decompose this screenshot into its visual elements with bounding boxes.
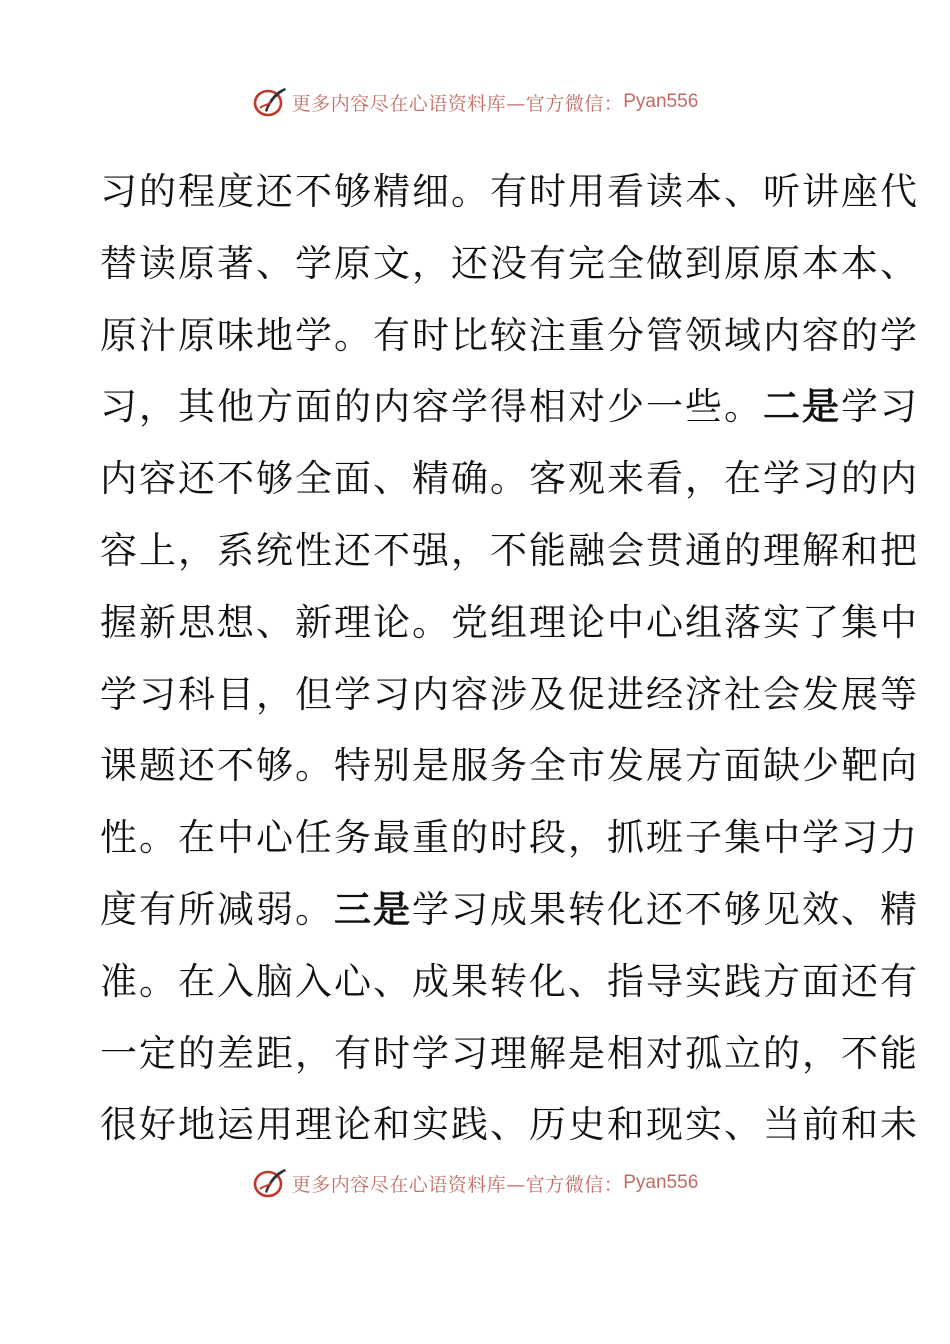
header-banner-text: 更多内容尽在心语资料库—官方微信： bbox=[291, 92, 624, 115]
text-line: 很好地运用理论和实践、历史和现实、当前和未 bbox=[100, 1103, 919, 1147]
text-line: 一定的差距，有时学习理解是相对孤立的，不能 bbox=[100, 1031, 919, 1075]
text-line bbox=[100, 874, 919, 946]
text-run: 学习成果转化还不够见效、精 bbox=[412, 887, 919, 931]
bold-marker: 三是 bbox=[334, 887, 412, 931]
text-run: 学习 bbox=[841, 385, 919, 429]
footer-banner-id: Pyan556 bbox=[623, 1172, 699, 1193]
text-line: 替读原著、学原文，还没有完全做到原原本本、 bbox=[100, 241, 919, 285]
text-line: 习的程度还不够精细。有时用看读本、听讲座代 bbox=[100, 170, 919, 213]
text-line: 性。在中心任务最重的时段，抓班子集中学习力 bbox=[100, 816, 919, 860]
header-banner-id: Pyan556 bbox=[623, 91, 699, 112]
text-line: 容上，系统性还不强，不能融会贯通的理解和把 bbox=[100, 528, 919, 572]
text-line: 准。在入脑入心、成果转化、指导实践方面还有 bbox=[100, 959, 919, 1003]
text-line: 握新思想、新理论。党组理论中心组落实了集中 bbox=[100, 600, 919, 644]
quill-pen-logo-icon bbox=[252, 84, 288, 120]
text-line: 课题还不够。特别是服务全市发展方面缺少靶向 bbox=[100, 744, 919, 788]
text-run: 度有所减弱。 bbox=[100, 887, 334, 931]
header-banner bbox=[0, 82, 950, 122]
quill-pen-logo-icon bbox=[252, 1165, 288, 1201]
text-line bbox=[100, 371, 919, 443]
footer-banner bbox=[0, 1163, 950, 1203]
text-line: 内容还不够全面、精确。客观来看，在学习的内 bbox=[100, 457, 919, 501]
text-line: 原汁原味地学。有时比较注重分管领域内容的学 bbox=[100, 313, 919, 357]
text-line: 学习科目，但学习内容涉及促进经济社会发展等 bbox=[100, 672, 919, 716]
text-run: 习，其他方面的内容学得相对少一些。 bbox=[100, 385, 763, 429]
footer-banner-text: 更多内容尽在心语资料库—官方微信： bbox=[291, 1173, 624, 1196]
bold-marker: 二是 bbox=[763, 385, 841, 429]
body-text bbox=[100, 156, 919, 1161]
